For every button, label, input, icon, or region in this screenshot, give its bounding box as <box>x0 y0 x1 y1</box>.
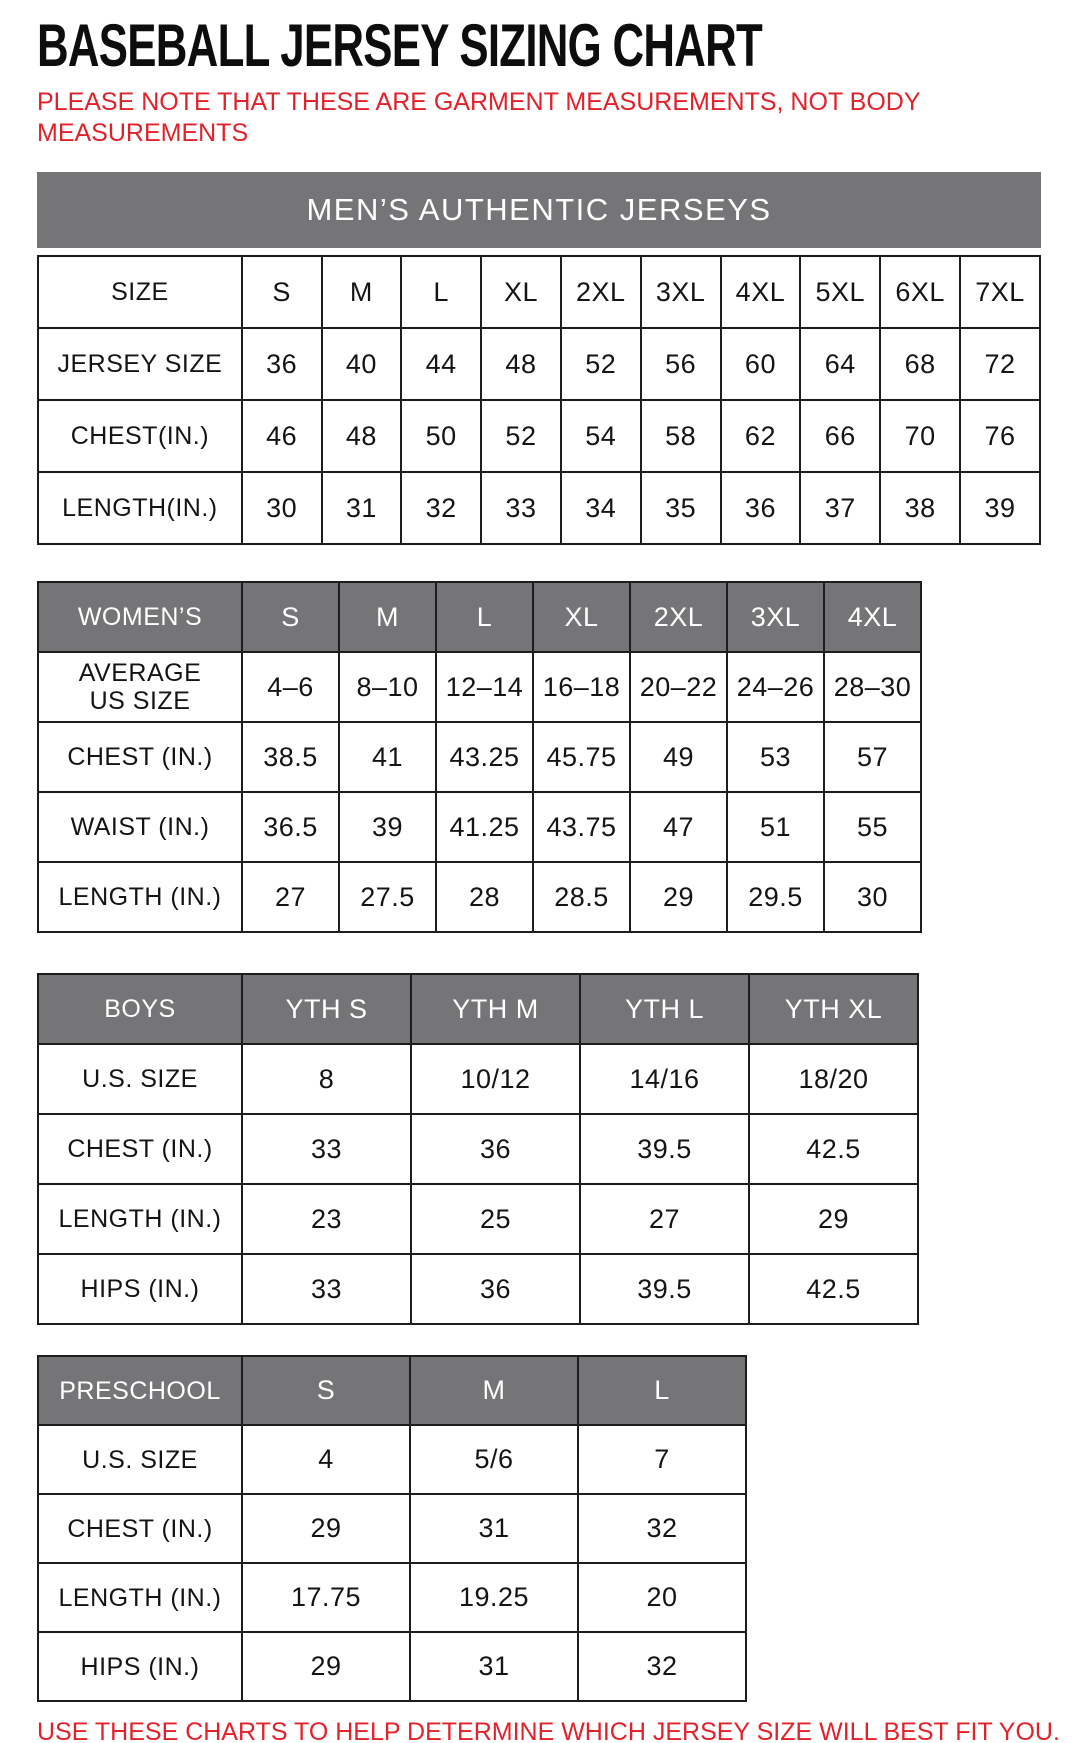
value-cell: 45.75 <box>533 722 630 792</box>
value-cell: 4 <box>242 1425 410 1494</box>
row-label: JERSEY SIZE <box>38 328 242 400</box>
row-label: CHEST (IN.) <box>38 722 242 792</box>
value-cell: 23 <box>242 1184 411 1254</box>
value-cell: 8–10 <box>339 652 436 722</box>
value-cell: 25 <box>411 1184 580 1254</box>
value-cell: 41.25 <box>436 792 533 862</box>
mens-size-header-row <box>38 256 1040 328</box>
row-label: CHEST(IN.) <box>38 400 242 472</box>
value-cell: 76 <box>960 400 1040 472</box>
value-cell: 29 <box>630 862 727 932</box>
mens-table <box>37 255 1041 545</box>
value-cell: 14/16 <box>580 1044 749 1114</box>
value-cell: 28–30 <box>824 652 921 722</box>
size-cell: L <box>436 582 533 652</box>
size-cell: 4XL <box>824 582 921 652</box>
boys-chest-row <box>38 1114 918 1184</box>
value-cell: 32 <box>578 1632 746 1701</box>
boys-header-row <box>38 974 918 1044</box>
footer-note: USE THESE CHARTS TO HELP DETERMINE WHICH JERSEY SIZE WILL BEST FIT YOU. <box>37 1718 1060 1743</box>
size-cell: M <box>322 256 402 328</box>
value-cell: 70 <box>880 400 960 472</box>
size-cell: 4XL <box>721 256 801 328</box>
value-cell: 48 <box>481 328 561 400</box>
value-cell: 20 <box>578 1563 746 1632</box>
value-cell: 36 <box>242 328 322 400</box>
value-cell: 12–14 <box>436 652 533 722</box>
value-cell: 35 <box>641 472 721 544</box>
value-cell: 7 <box>578 1425 746 1494</box>
size-cell: S <box>242 1356 410 1425</box>
value-cell: 41 <box>339 722 436 792</box>
row-label: WAIST (IN.) <box>38 792 242 862</box>
size-cell: L <box>578 1356 746 1425</box>
size-cell: L <box>401 256 481 328</box>
value-cell: 33 <box>481 472 561 544</box>
row-label: LENGTH(IN.) <box>38 472 242 544</box>
group-label: PRESCHOOL <box>38 1356 242 1425</box>
value-cell: 39 <box>339 792 436 862</box>
value-cell: 44 <box>401 328 481 400</box>
row-label: LENGTH (IN.) <box>38 862 242 932</box>
value-cell: 39.5 <box>580 1254 749 1324</box>
value-cell: 46 <box>242 400 322 472</box>
value-cell: 10/12 <box>411 1044 580 1114</box>
womens-us-size-row <box>38 652 921 722</box>
row-label: LENGTH (IN.) <box>38 1184 242 1254</box>
garment-measurements-note: PLEASE NOTE THAT THESE ARE GARMENT MEASUREMENTS, NOT BODY MEASUREMENTS <box>37 88 921 147</box>
boys-hips-row <box>38 1254 918 1324</box>
boys-table <box>37 973 919 1325</box>
value-cell: 48 <box>322 400 402 472</box>
size-cell: YTH L <box>580 974 749 1044</box>
group-label: BOYS <box>38 974 242 1044</box>
value-cell: 29 <box>749 1184 918 1254</box>
value-cell: 38.5 <box>242 722 339 792</box>
value-cell: 33 <box>242 1114 411 1184</box>
mens-length-row <box>38 472 1040 544</box>
value-cell: 51 <box>727 792 824 862</box>
preschool-length-row <box>38 1563 746 1632</box>
size-cell: YTH M <box>411 974 580 1044</box>
value-cell: 43.75 <box>533 792 630 862</box>
value-cell: 30 <box>824 862 921 932</box>
womens-length-row <box>38 862 921 932</box>
row-label: AVERAGE US SIZE <box>38 652 242 722</box>
value-cell: 27 <box>580 1184 749 1254</box>
value-cell: 62 <box>721 400 801 472</box>
preschool-us-size-row <box>38 1425 746 1494</box>
row-label: CHEST (IN.) <box>38 1114 242 1184</box>
value-cell: 27.5 <box>339 862 436 932</box>
value-cell: 5/6 <box>410 1425 578 1494</box>
value-cell: 19.25 <box>410 1563 578 1632</box>
womens-table <box>37 581 922 933</box>
value-cell: 29.5 <box>727 862 824 932</box>
value-cell: 64 <box>800 328 880 400</box>
womens-header-row <box>38 582 921 652</box>
value-cell: 16–18 <box>533 652 630 722</box>
boys-length-row <box>38 1184 918 1254</box>
group-label: WOMEN’S <box>38 582 242 652</box>
value-cell: 53 <box>727 722 824 792</box>
size-cell: 7XL <box>960 256 1040 328</box>
value-cell: 43.25 <box>436 722 533 792</box>
preschool-chest-row <box>38 1494 746 1563</box>
value-cell: 40 <box>322 328 402 400</box>
size-cell: 6XL <box>880 256 960 328</box>
value-cell: 37 <box>800 472 880 544</box>
value-cell: 17.75 <box>242 1563 410 1632</box>
value-cell: 68 <box>880 328 960 400</box>
value-cell: 29 <box>242 1632 410 1701</box>
value-cell: 20–22 <box>630 652 727 722</box>
value-cell: 60 <box>721 328 801 400</box>
value-cell: 42.5 <box>749 1114 918 1184</box>
mens-chest-row <box>38 400 1040 472</box>
value-cell: 56 <box>641 328 721 400</box>
size-cell: M <box>410 1356 578 1425</box>
value-cell: 30 <box>242 472 322 544</box>
value-cell: 47 <box>630 792 727 862</box>
value-cell: 49 <box>630 722 727 792</box>
value-cell: 36 <box>411 1114 580 1184</box>
size-cell: YTH S <box>242 974 411 1044</box>
value-cell: 36 <box>411 1254 580 1324</box>
size-cell: 3XL <box>641 256 721 328</box>
preschool-hips-row <box>38 1632 746 1701</box>
value-cell: 72 <box>960 328 1040 400</box>
value-cell: 4–6 <box>242 652 339 722</box>
size-cell: YTH XL <box>749 974 918 1044</box>
row-label: U.S. SIZE <box>38 1044 242 1114</box>
row-label: LENGTH (IN.) <box>38 1563 242 1632</box>
value-cell: 54 <box>561 400 641 472</box>
value-cell: 18/20 <box>749 1044 918 1114</box>
size-cell: S <box>242 582 339 652</box>
value-cell: 8 <box>242 1044 411 1114</box>
value-cell: 31 <box>410 1494 578 1563</box>
size-cell: 3XL <box>727 582 824 652</box>
size-cell: M <box>339 582 436 652</box>
value-cell: 52 <box>481 400 561 472</box>
value-cell: 36.5 <box>242 792 339 862</box>
size-cell: 2XL <box>561 256 641 328</box>
value-cell: 66 <box>800 400 880 472</box>
value-cell: 55 <box>824 792 921 862</box>
value-cell: 39.5 <box>580 1114 749 1184</box>
value-cell: 31 <box>322 472 402 544</box>
value-cell: 36 <box>721 472 801 544</box>
row-label: CHEST (IN.) <box>38 1494 242 1563</box>
row-label: U.S. SIZE <box>38 1425 242 1494</box>
value-cell: 58 <box>641 400 721 472</box>
value-cell: 42.5 <box>749 1254 918 1324</box>
size-cell: S <box>242 256 322 328</box>
value-cell: 34 <box>561 472 641 544</box>
size-cell: 2XL <box>630 582 727 652</box>
row-label: HIPS (IN.) <box>38 1632 242 1701</box>
size-cell: 5XL <box>800 256 880 328</box>
value-cell: 39 <box>960 472 1040 544</box>
womens-chest-row <box>38 722 921 792</box>
value-cell: 27 <box>242 862 339 932</box>
row-label: SIZE <box>38 256 242 328</box>
value-cell: 33 <box>242 1254 411 1324</box>
value-cell: 50 <box>401 400 481 472</box>
size-cell: XL <box>481 256 561 328</box>
preschool-header-row <box>38 1356 746 1425</box>
value-cell: 38 <box>880 472 960 544</box>
value-cell: 24–26 <box>727 652 824 722</box>
value-cell: 32 <box>401 472 481 544</box>
womens-waist-row <box>38 792 921 862</box>
value-cell: 31 <box>410 1632 578 1701</box>
mens-banner: MEN’S AUTHENTIC JERSEYS <box>37 172 1041 248</box>
mens-jersey-size-row <box>38 328 1040 400</box>
value-cell: 28 <box>436 862 533 932</box>
size-cell: XL <box>533 582 630 652</box>
boys-us-size-row <box>38 1044 918 1114</box>
value-cell: 52 <box>561 328 641 400</box>
page-title: BASEBALL JERSEY SIZING CHART <box>37 12 763 79</box>
preschool-table <box>37 1355 747 1702</box>
value-cell: 32 <box>578 1494 746 1563</box>
row-label: HIPS (IN.) <box>38 1254 242 1324</box>
value-cell: 29 <box>242 1494 410 1563</box>
value-cell: 28.5 <box>533 862 630 932</box>
value-cell: 57 <box>824 722 921 792</box>
